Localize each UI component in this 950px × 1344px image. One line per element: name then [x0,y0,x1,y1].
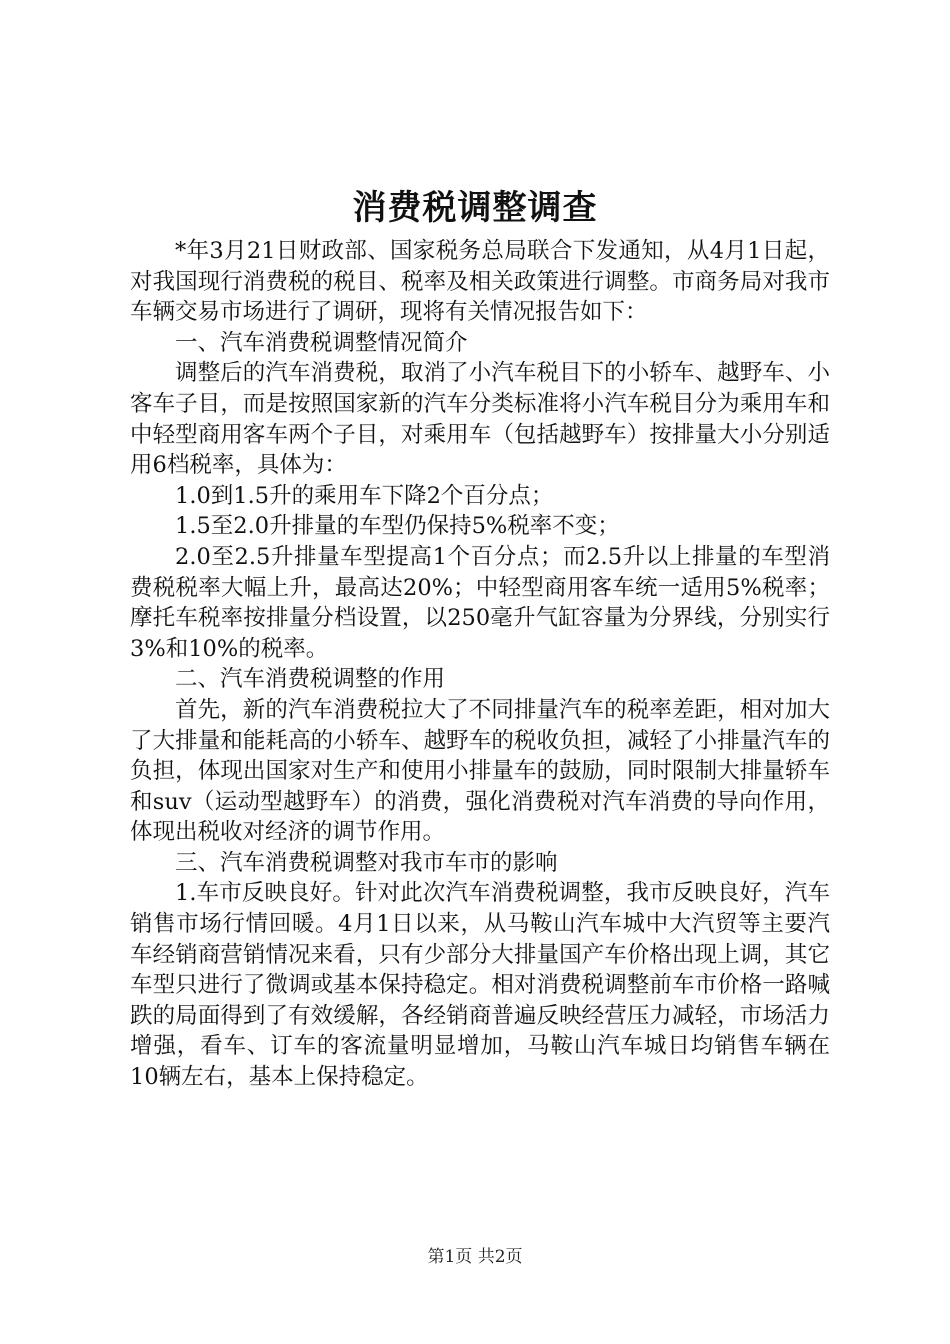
section-heading-2: 二、汽车消费税调整的作用 [175,666,446,693]
paragraph-adjustment: 调整后的汽车消费税，取消了小汽车税目下的小轿车、越野车、小客车子目，而是按照国家新的汽车分类标准将小汽车税目分为乘用车和中轻型商用客车两个子目，对乘用车（包括越野车）按排量大小分别适用6档税率，具体为： [130,360,830,479]
document-title: 消费税调整调查 [352,188,598,228]
document-body [130,236,830,1093]
paragraph-rate-3: 2.0至2.5升排量车型提高1个百分点；而2.5升以上排量的车型消费税税率大幅上升，最高达20%；中轻型商用客车统一适用5%税率；摩托车税率按排量分档设置，以250毫升气缸容量为分界线，分别实行3%和10%的税率。 [130,543,830,662]
paragraph-rate-1: 1.0到1.5升的乘用车下降2个百分点； [175,482,554,509]
section-heading-3: 三、汽车消费税调整对我市车市的影响 [175,849,558,876]
paragraph-market: 1.车市反映良好。针对此次汽车消费税调整，我市反映良好，汽车销售市场行情回暖。4月1日以来，从马鞍山汽车城中大汽贸等主要汽车经销商营销情况来看，只有少部分大排量国产车价格出现上调，其它车型只进行了微调或基本保持稳定。相对消费税调整前车市价格一路喊跌的局面得到了有效缓解，各经销商普遍反映经营压力减轻，市场活力增强，看车、订车的客流量明显增加，马鞍山汽车城日均销售车辆在10辆左右，基本上保持稳定。 [130,880,830,1091]
section-heading-1: 一、汽车消费税调整情况简介 [175,329,468,356]
page-number-footer: 第1页 共2页 [427,1247,523,1267]
paragraph-intro: *年3月21日财政部、国家税务总局联合下发通知，从4月1日起，对我国现行消费税的税目、税率及相关政策进行调整。市商务局对我市车辆交易市场进行了调研，现将有关情况报告如下： [130,238,830,326]
paragraph-rate-2: 1.5至2.0升排量的车型仍保持5%税率不变； [175,513,620,540]
paragraph-effect: 首先，新的汽车消费税拉大了不同排量汽车的税率差距，相对加大了大排量和能耗高的小轿车、越野车的税收负担，减轻了小排量汽车的负担，体现出国家对生产和使用小排量车的鼓励，同时限制大排量轿车和suv（运动型越野车）的消费，强化消费税对汽车消费的导向作用，体现出税收对经济的调节作用。 [130,696,830,846]
